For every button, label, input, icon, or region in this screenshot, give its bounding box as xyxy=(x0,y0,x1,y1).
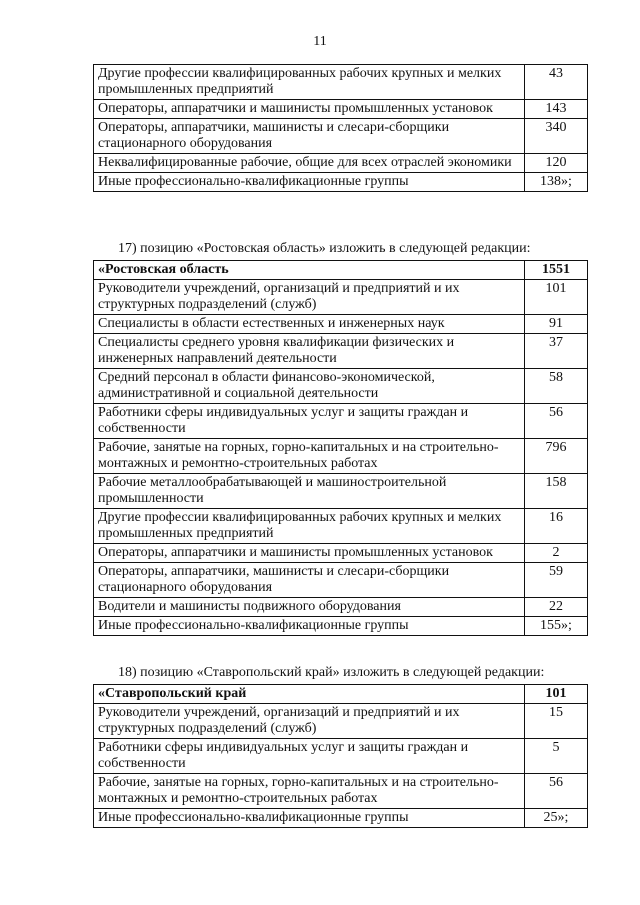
category-cell: Операторы, аппаратчики, машинисты и слесари-сборщики стационарного оборудования xyxy=(94,119,525,154)
table-row xyxy=(94,65,588,100)
count-cell: 120 xyxy=(525,154,588,173)
table-header-row xyxy=(94,261,588,280)
table-row xyxy=(94,598,588,617)
table-row xyxy=(94,439,588,474)
table-row xyxy=(94,404,588,439)
table-row xyxy=(94,563,588,598)
category-cell: Специалисты среднего уровня квалификации физических и инженерных направлений деятельности xyxy=(94,334,525,369)
count-cell: 15 xyxy=(525,704,588,739)
region-name-cell: «Ростовская область xyxy=(94,261,525,280)
table-row xyxy=(94,119,588,154)
table-row xyxy=(94,280,588,315)
table-row xyxy=(94,544,588,563)
table-row xyxy=(94,509,588,544)
table-row xyxy=(94,315,588,334)
table-row xyxy=(94,154,588,173)
table-continuation xyxy=(93,64,588,192)
table-row xyxy=(94,774,588,809)
count-cell: 796 xyxy=(525,439,588,474)
category-cell: Иные профессионально-квалификационные группы xyxy=(94,617,525,636)
table-row xyxy=(94,617,588,636)
table-stavropol xyxy=(93,684,588,828)
table-row xyxy=(94,739,588,774)
region-total-cell: 1551 xyxy=(525,261,588,280)
region-total-cell: 101 xyxy=(525,685,588,704)
count-cell: 2 xyxy=(525,544,588,563)
count-cell: 58 xyxy=(525,369,588,404)
paragraph-18: 18) позицию «Ставропольский край» изложить в следующей редакции: xyxy=(118,665,545,680)
count-cell: 22 xyxy=(525,598,588,617)
table-rostov xyxy=(93,260,588,636)
table-header-row xyxy=(94,685,588,704)
count-cell: 155»; xyxy=(525,617,588,636)
region-name-cell: «Ставропольский край xyxy=(94,685,525,704)
table-stavropol-body xyxy=(94,685,588,828)
count-cell: 91 xyxy=(525,315,588,334)
count-cell: 59 xyxy=(525,563,588,598)
category-cell: Операторы, аппаратчики, машинисты и слесари-сборщики стационарного оборудования xyxy=(94,563,525,598)
count-cell: 340 xyxy=(525,119,588,154)
category-cell: Другие профессии квалифицированных рабочих крупных и мелких промышленных предприятий xyxy=(94,65,525,100)
category-cell: Специалисты в области естественных и инженерных наук xyxy=(94,315,525,334)
page-number: 11 xyxy=(313,34,327,49)
count-cell: 56 xyxy=(525,774,588,809)
category-cell: Работники сферы индивидуальных услуг и защиты граждан и собственности xyxy=(94,404,525,439)
count-cell: 138»; xyxy=(525,173,588,192)
table-row xyxy=(94,369,588,404)
category-cell: Средний персонал в области финансово-экономической, административной и социальной деятельности xyxy=(94,369,525,404)
count-cell: 37 xyxy=(525,334,588,369)
count-cell: 158 xyxy=(525,474,588,509)
count-cell: 101 xyxy=(525,280,588,315)
category-cell: Рабочие, занятые на горных, горно-капитальных и на строительно-монтажных и ремонтно-строительных работах xyxy=(94,439,525,474)
paragraph-17: 17) позицию «Ростовская область» изложить в следующей редакции: xyxy=(118,241,531,256)
table-row xyxy=(94,809,588,828)
category-cell: Операторы, аппаратчики и машинисты промышленных установок xyxy=(94,100,525,119)
count-cell: 143 xyxy=(525,100,588,119)
table-row xyxy=(94,704,588,739)
table-row xyxy=(94,334,588,369)
category-cell: Рабочие, занятые на горных, горно-капитальных и на строительно-монтажных и ремонтно-строительных работах xyxy=(94,774,525,809)
table-continuation-body xyxy=(94,65,588,192)
category-cell: Работники сферы индивидуальных услуг и защиты граждан и собственности xyxy=(94,739,525,774)
count-cell: 43 xyxy=(525,65,588,100)
table-row xyxy=(94,474,588,509)
category-cell: Руководители учреждений, организаций и предприятий и их структурных подразделений (служб) xyxy=(94,704,525,739)
category-cell: Операторы, аппаратчики и машинисты промышленных установок xyxy=(94,544,525,563)
category-cell: Неквалифицированные рабочие, общие для всех отраслей экономики xyxy=(94,154,525,173)
count-cell: 16 xyxy=(525,509,588,544)
count-cell: 56 xyxy=(525,404,588,439)
count-cell: 25»; xyxy=(525,809,588,828)
count-cell: 5 xyxy=(525,739,588,774)
table-row xyxy=(94,100,588,119)
category-cell: Другие профессии квалифицированных рабочих крупных и мелких промышленных предприятий xyxy=(94,509,525,544)
category-cell: Рабочие металлообрабатывающей и машиностроительной промышленности xyxy=(94,474,525,509)
category-cell: Иные профессионально-квалификационные группы xyxy=(94,809,525,828)
category-cell: Водители и машинисты подвижного оборудования xyxy=(94,598,525,617)
category-cell: Руководители учреждений, организаций и предприятий и их структурных подразделений (служб) xyxy=(94,280,525,315)
category-cell: Иные профессионально-квалификационные группы xyxy=(94,173,525,192)
table-rostov-body xyxy=(94,261,588,636)
table-row xyxy=(94,173,588,192)
